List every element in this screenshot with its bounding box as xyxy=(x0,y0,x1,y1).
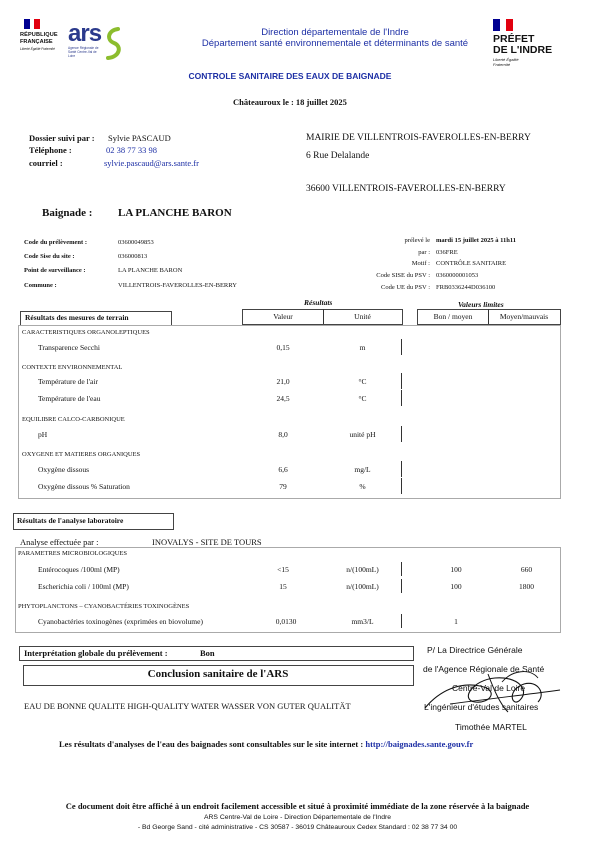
param-bon: 100 xyxy=(450,582,462,591)
ars-subtitle: Agence Régionale de Santé Centre-Val de Loire xyxy=(68,46,99,58)
info-label: Code du prélèvement : xyxy=(24,239,88,246)
info-label: Code Sise du site : xyxy=(24,253,75,260)
terrain-section-title: Résultats des mesures de terrain xyxy=(25,313,129,322)
param-value: 8,0 xyxy=(278,430,288,439)
param-name: Oxygène dissous % Saturation xyxy=(38,482,130,491)
param-name: Oxygène dissous xyxy=(38,465,90,474)
group-title: CARACTERISTIQUES ORGANOLEPTIQUES xyxy=(22,329,150,336)
param-value: 0,15 xyxy=(276,343,290,352)
department-line2: Département santé environnementale et déterminants de santé xyxy=(201,38,469,49)
place-date: Châteauroux le : 18 juillet 2025 xyxy=(233,97,347,107)
info-value: 036FRE xyxy=(436,249,458,256)
labo-section-title: Résultats de l'analyse laboratoire xyxy=(17,516,124,525)
param-bon: 1 xyxy=(454,617,458,626)
phone-label: Téléphone : xyxy=(29,145,72,155)
info-label: prélevé le xyxy=(404,237,430,244)
info-value: 036000813 xyxy=(118,253,148,260)
limit-marker xyxy=(401,426,402,442)
signature-line2: de l'Agence Régionale de Santé xyxy=(423,664,545,674)
ars-swirl-icon xyxy=(104,26,124,60)
recipient-line1: MAIRIE DE VILLENTROIS-FAVEROLLES-EN-BERRY xyxy=(306,133,531,143)
website-note xyxy=(59,739,473,749)
website-note-text: Les résultats d'analyses de l'eau des baignades sont consultables sur le site internet : xyxy=(59,739,364,749)
recipient-line3: 36600 VILLENTROIS-FAVEROLLES-EN-BERRY xyxy=(306,184,506,194)
param-moyen: 1800 xyxy=(519,582,534,591)
info-label: par : xyxy=(418,249,430,256)
limit-marker xyxy=(401,373,402,389)
param-unit: °C xyxy=(358,394,367,403)
param-name: Entérocoques /100ml (MP) xyxy=(38,565,120,574)
col-unite: Unité xyxy=(354,312,371,321)
group-title: OXYGENE ET MATIERES ORGANIQUES xyxy=(22,451,141,458)
param-moyen: 660 xyxy=(520,565,533,574)
limit-marker xyxy=(401,562,402,576)
dossier-label: Dossier suivi par : xyxy=(29,133,95,143)
interpretation-value: Bon xyxy=(200,648,215,658)
param-value: 0,0130 xyxy=(275,617,297,626)
col-moyen: Moyen/mauvais xyxy=(499,312,549,321)
ars-logo xyxy=(68,22,126,60)
param-unit: n/(100mL) xyxy=(346,565,379,574)
param-unit: mm3/L xyxy=(351,617,374,626)
info-label: Point de surveillance : xyxy=(24,267,86,274)
param-unit: °C xyxy=(358,377,367,386)
param-unit: unité pH xyxy=(349,430,376,439)
ars-wordmark: ars xyxy=(68,20,102,47)
info-label: Motif : xyxy=(411,260,430,267)
baignade-value: LA PLANCHE BARON xyxy=(118,207,232,219)
limit-marker xyxy=(401,478,402,494)
param-name: Cyanobactéries toxinogènes (exprimées en biovolume) xyxy=(38,617,203,626)
limites-header: Valeurs limites xyxy=(458,300,504,309)
param-value: 6,6 xyxy=(278,465,288,474)
param-unit: % xyxy=(359,482,366,491)
info-value: 03600049853 xyxy=(118,239,154,246)
signature-line3: Centre-Val de Loire xyxy=(452,683,526,693)
rf-line2: FRANÇAISE xyxy=(20,39,53,45)
group-title: PARAMETRES MICROBIOLOGIQUES xyxy=(18,550,128,557)
param-name: pH xyxy=(38,430,48,439)
col-valeur: Valeur xyxy=(273,312,293,321)
limit-marker xyxy=(401,579,402,593)
recipient-line2: 6 Rue Delalande xyxy=(306,151,370,161)
info-value: mardi 15 juillet 2025 à 11h11 xyxy=(436,237,516,244)
param-value: 79 xyxy=(279,482,287,491)
param-name: Température de l'eau xyxy=(38,394,101,403)
footer-notice: Ce document doit être affiché à un endroit facilement accessible et situé à proximité immédiate de la zone réservée à la baignade xyxy=(65,801,530,811)
group-title: EQUILIBRE CALCO-CARBONIQUE xyxy=(22,416,125,423)
handwritten-signature xyxy=(420,660,570,720)
signature-line1: P/ La Directrice Générale xyxy=(427,645,523,655)
param-name: Température de l'air xyxy=(38,377,98,386)
performed-value: INOVALYS - SITE DE TOURS xyxy=(152,537,262,547)
dossier-value: Sylvie PASCAUD xyxy=(108,133,171,143)
rf-line1: RÉPUBLIQUE xyxy=(20,32,58,38)
conclusion-title: Conclusion sanitaire de l'ARS xyxy=(147,668,289,680)
resultats-header: Résultats xyxy=(304,298,333,307)
email-link[interactable]: sylvie.pascaud@ars.sante.fr xyxy=(104,158,199,168)
conclusion-text: EAU DE BONNE QUALITE HIGH-QUALITY WATER WASSER VON GUTER QUALITÄT xyxy=(24,701,351,711)
page-title: CONTROLE SANITAIRE DES EAUX DE BAIGNADE xyxy=(188,71,392,81)
prefet-motto: Liberté Égalité Fraternité xyxy=(493,57,519,67)
limit-marker xyxy=(401,614,402,628)
info-label: Code SISE du PSV : xyxy=(376,272,430,279)
info-value: CONTRÔLE SANITAIRE xyxy=(436,260,507,267)
param-bon: 100 xyxy=(450,565,462,574)
email-label: courriel : xyxy=(29,158,63,168)
republique-logo xyxy=(20,19,62,59)
interpretation-label: Interprétation globale du prélèvement : xyxy=(24,648,168,658)
info-value: VILLENTROIS-FAVEROLLES-EN-BERRY xyxy=(118,282,237,289)
limit-marker xyxy=(401,390,402,406)
param-unit: mg/L xyxy=(354,465,371,474)
flag-icon xyxy=(24,19,40,29)
prefet-line1: PRÉFET xyxy=(493,33,535,45)
prefet-line2: DE L'INDRE xyxy=(493,44,553,56)
param-value: 21,0 xyxy=(276,377,290,386)
info-label: Code UE du PSV : xyxy=(381,284,430,291)
signature-line5: Timothée MARTEL xyxy=(455,722,527,732)
signature-line4: L'ingénieur d'études sanitaires xyxy=(424,702,539,712)
info-value: 0360000001053 xyxy=(436,272,479,279)
performed-label: Analyse effectuée par : xyxy=(20,537,99,547)
limit-marker xyxy=(401,339,402,355)
group-title: CONTEXTE ENVIRONNEMENTAL xyxy=(22,364,123,371)
info-value: FRB0336244D036100 xyxy=(436,284,496,291)
department-line1: Direction départementale de l'Indre xyxy=(261,27,409,38)
group-title: PHYTOPLANCTONS – CYANOBACTÉRIES TOXINOGÈNES xyxy=(18,603,190,610)
info-value: LA PLANCHE BARON xyxy=(118,267,183,274)
param-value: 15 xyxy=(279,582,287,591)
footer-line1: ARS Centre-Val de Loire - Direction Départementale de l'Indre xyxy=(203,814,392,821)
param-name: Transparence Secchi xyxy=(38,343,100,352)
col-bon: Bon / moyen xyxy=(433,312,473,321)
info-label: Commune : xyxy=(24,282,57,289)
param-value: <15 xyxy=(277,565,289,574)
website-link[interactable]: http://baignades.sante.gouv.fr xyxy=(365,739,474,749)
baignade-label: Baignade : xyxy=(42,207,93,219)
footer-line2: - Bd George Sand - cité administrative - CS 30587 - 36019 Châteauroux Cedex Standard : 02 38 77 34 00 xyxy=(137,824,458,831)
param-name: Escherichia coli / 100ml (MP) xyxy=(38,582,129,591)
limit-marker xyxy=(401,461,402,477)
param-value: 24,5 xyxy=(276,394,290,403)
rf-motto: Liberté Égalité Fraternité xyxy=(20,47,55,51)
param-unit: m xyxy=(359,343,366,352)
phone-value: 02 38 77 33 98 xyxy=(106,145,157,155)
param-unit: n/(100mL) xyxy=(346,582,379,591)
